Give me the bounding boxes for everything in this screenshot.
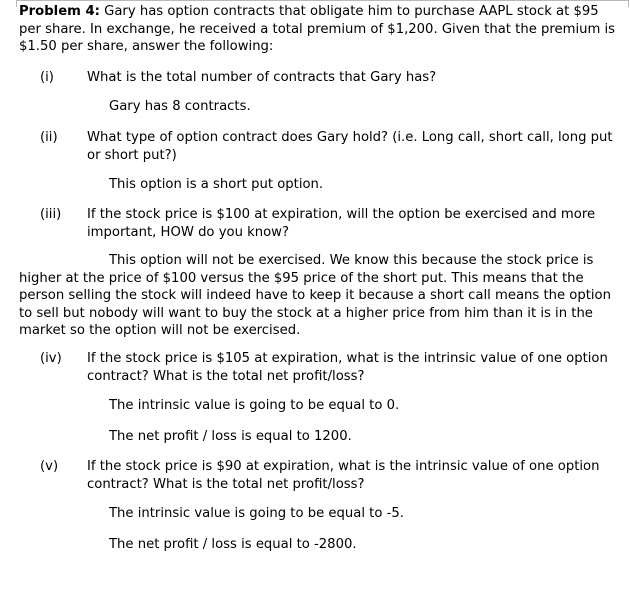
answer-3 (19, 252, 619, 340)
answer-3-text: This option will not be exercised. We know this because the stock price is higher at the price of $100 versus the $95 price of the short put. This means that the person selling the stock will indeed have to keep it because a short call means the option to sell but nobody will want to buy the stock at a higher price from him than it is in the market so the option will not be exercised. (19, 253, 611, 338)
question-number: (iii) (40, 207, 62, 222)
problem-statement (19, 3, 619, 56)
problem-label: Problem 4: (19, 4, 100, 19)
answer-5b: The net profit / loss is equal to -2800. (109, 537, 357, 552)
frame-left-border (16, 0, 17, 7)
answer-1: Gary has 8 contracts. (109, 99, 251, 114)
question-number: (iv) (40, 351, 62, 366)
question-text: What type of option contract does Gary hold? (i.e. Long call, short call, long put or short put?) (87, 130, 613, 163)
answer-5a: The intrinsic value is going to be equal to -5. (109, 506, 404, 521)
question-text: What is the total number of contracts that Gary has? (87, 70, 437, 85)
answer-4b: The net profit / loss is equal to 1200. (109, 429, 352, 444)
question-text: If the stock price is $90 at expiration, what is the intrinsic value of one option contract? What is the total net profit/loss? (87, 459, 600, 492)
question-text: If the stock price is $105 at expiration, what is the intrinsic value of one option contract? What is the total net profit/loss? (87, 351, 608, 384)
question-number: (ii) (40, 130, 58, 145)
frame-top-border (16, 0, 628, 1)
question-number: (v) (40, 459, 59, 474)
question-number: (i) (40, 70, 54, 85)
problem-text: Gary has option contracts that obligate him to purchase AAPL stock at $95 per share. In exchange, he received a total premium of $1,200. Given that the premium is $1.50 per share, answer the following: (19, 4, 616, 54)
question-text: If the stock price is $100 at expiration, will the option be exercised and more important, HOW do you know? (87, 207, 596, 240)
answer-4a: The intrinsic value is going to be equal to 0. (109, 398, 400, 413)
answer-2: This option is a short put option. (109, 177, 324, 192)
frame-right-border (628, 0, 629, 7)
